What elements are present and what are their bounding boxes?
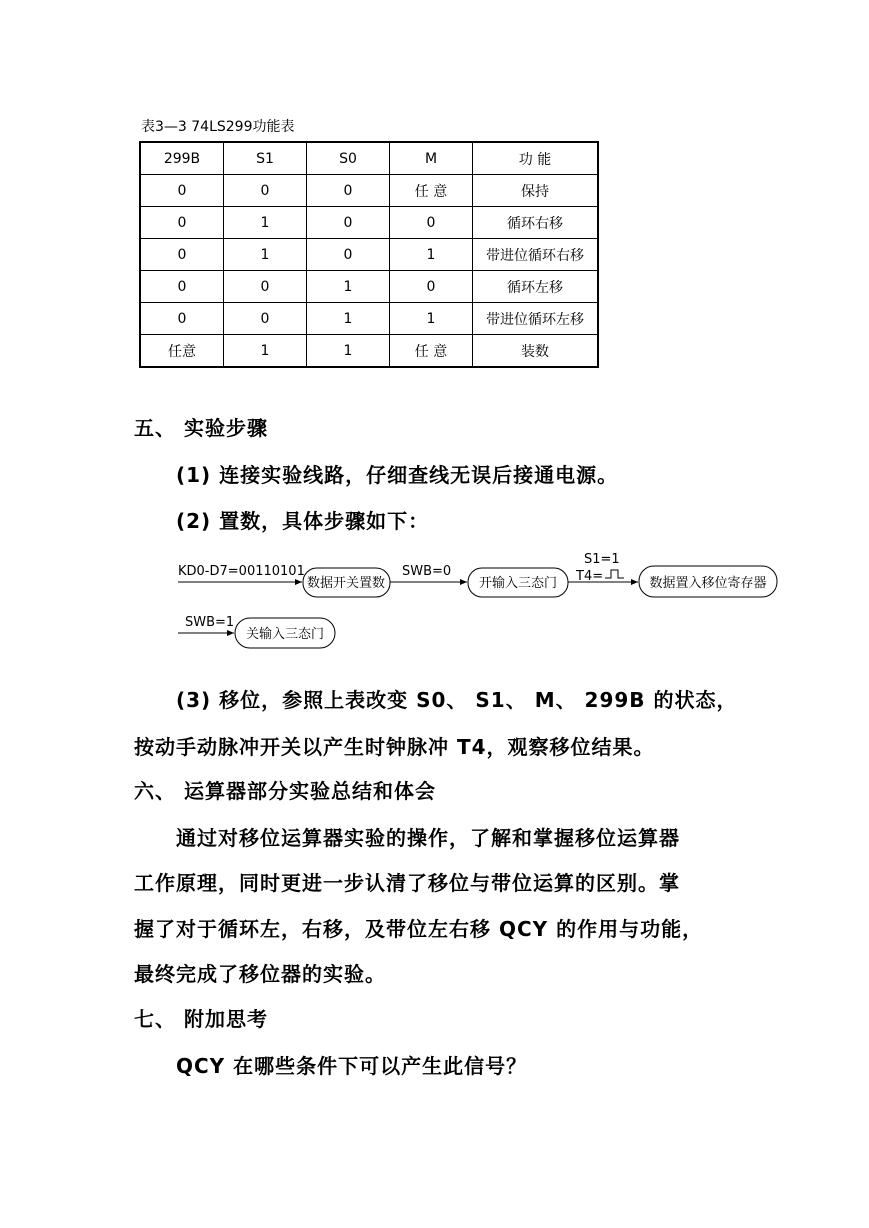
table-cell: 0: [140, 239, 224, 271]
table-cell: 1: [224, 239, 307, 271]
table-cell: 0: [140, 207, 224, 239]
table-cell: 0: [307, 175, 390, 207]
header-function: 功 能: [473, 142, 599, 175]
summary-line-1: 通过对移位运算器实验的操作，了解和掌握移位运算器: [176, 826, 680, 850]
table-cell: 1: [307, 335, 390, 368]
table-caption: 表3—3 74LS299功能表: [141, 119, 295, 135]
flow-edge-3-label: SWB=1: [185, 615, 235, 630]
flow-node-2-label: 开输入三态门: [478, 576, 558, 591]
header-m: M: [390, 142, 473, 175]
flow-node-3-label: 数据置入移位寄存器: [649, 576, 767, 591]
table-cell: 任 意: [390, 175, 473, 207]
flow-input-label: KD0-D7=00110101: [178, 564, 305, 579]
step-3-line-1: (3) 移位，参照上表改变 S0、 S1、 M、 299B 的状态，: [176, 688, 738, 712]
table-cell: 0: [140, 303, 224, 335]
table-cell: 1: [307, 271, 390, 303]
table-cell: 0: [224, 303, 307, 335]
header-299b: 299B: [140, 142, 224, 175]
table-cell: 循环左移: [473, 271, 599, 303]
table-cell: 1: [390, 239, 473, 271]
table-cell: 0: [307, 239, 390, 271]
flow-edge-2-top-label: S1=1: [584, 552, 620, 567]
table-cell: 循环右移: [473, 207, 599, 239]
section-7-heading: 七、 附加思考: [134, 1007, 268, 1031]
flow-edge-2-bottom-label: T4=: [576, 569, 604, 584]
flow-node-1-label: 数据开关置数: [306, 576, 386, 591]
section-5-heading: 五、 实验步骤: [134, 416, 268, 440]
table-cell: 1: [224, 207, 307, 239]
summary-line-3: 握了对于循环左，右移，及带位左右移 QCY 的作用与功能，: [134, 917, 704, 941]
table-cell: 带进位循环右移: [473, 239, 599, 271]
table-cell: 1: [224, 335, 307, 368]
clock-pulse-icon: [605, 570, 624, 578]
table-cell: 0: [224, 175, 307, 207]
summary-line-2: 工作原理，同时更进一步认清了移位与带位运算的区别。掌: [134, 871, 680, 895]
table-cell: 0: [140, 271, 224, 303]
header-s1: S1: [224, 142, 307, 175]
table-cell: 装数: [473, 335, 599, 368]
step-2: (2) 置数，具体步骤如下：: [176, 509, 430, 533]
step-3-line-2: 按动手动脉冲开关以产生时钟脉冲 T4，观察移位结果。: [134, 735, 655, 759]
flow-edge-1-label: SWB=0: [402, 564, 452, 579]
table-cell: 带进位循环左移: [473, 303, 599, 335]
table-cell: 0: [307, 207, 390, 239]
summary-line-4: 最终完成了移位器的实验。: [134, 962, 386, 986]
table-cell: 0: [140, 175, 224, 207]
table-cell: 任意: [140, 335, 224, 368]
table-cell: 1: [307, 303, 390, 335]
step-1: (1) 连接实验线路，仔细查线无误后接通电源。: [176, 463, 619, 487]
table-cell: 0: [390, 207, 473, 239]
table-cell: 保持: [473, 175, 599, 207]
table-cell: 1: [390, 303, 473, 335]
flow-node-4-label: 关输入三态门: [245, 627, 325, 642]
section-6-heading: 六、 运算器部分实验总结和体会: [134, 779, 436, 803]
table-cell: 0: [390, 271, 473, 303]
table-cell: 0: [224, 271, 307, 303]
table-cell: 任 意: [390, 335, 473, 368]
header-s0: S0: [307, 142, 390, 175]
question-text: QCY 在哪些条件下可以产生此信号？: [176, 1054, 528, 1078]
